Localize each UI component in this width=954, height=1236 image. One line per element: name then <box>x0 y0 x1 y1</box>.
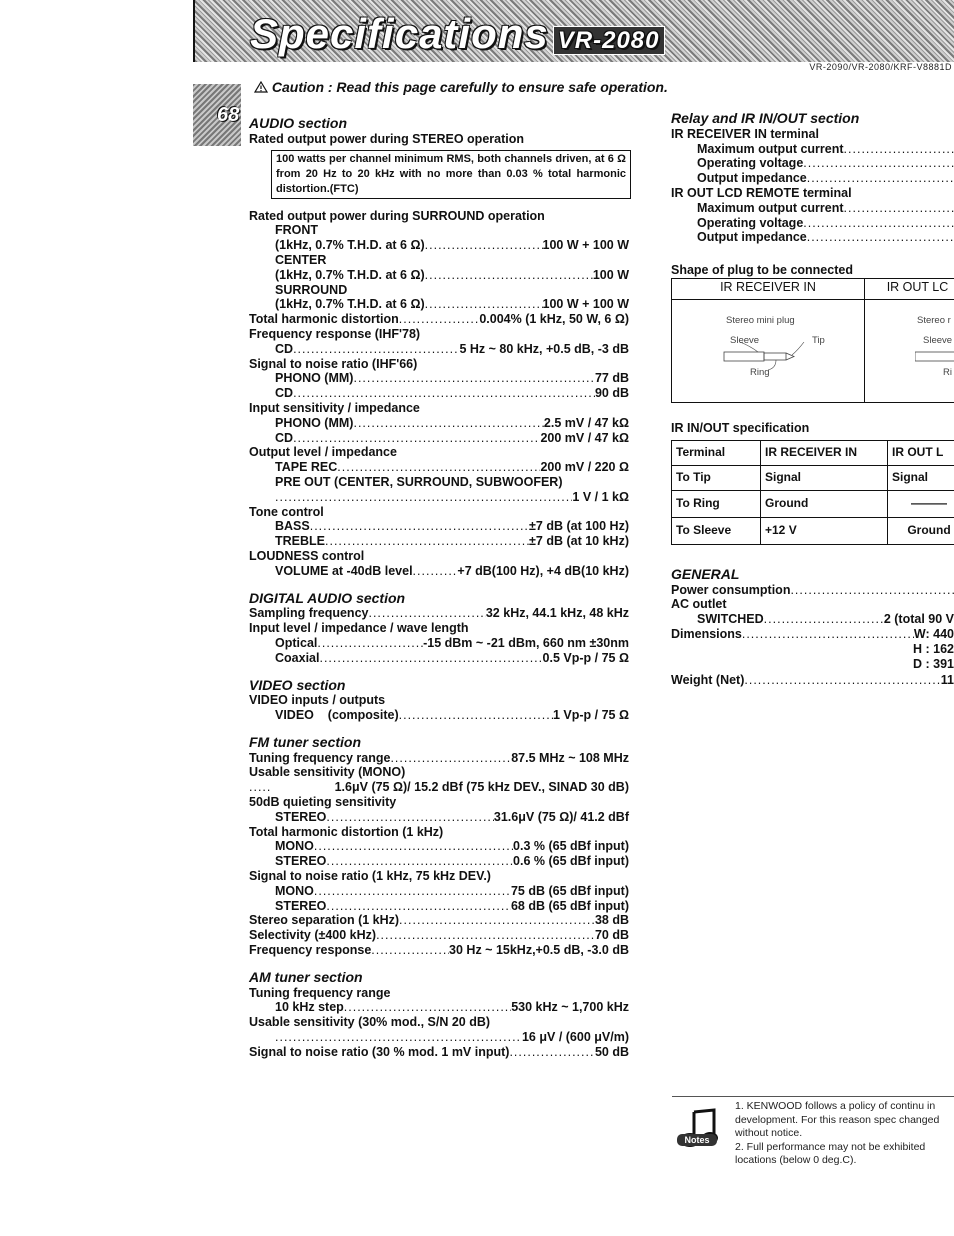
leader-dots <box>371 943 449 958</box>
leader-dots <box>742 627 914 642</box>
leader-dots <box>326 899 511 914</box>
notes-divider <box>672 1096 954 1097</box>
leader-dots <box>275 1030 522 1045</box>
stereo-plug-icon <box>720 342 820 372</box>
table-cell: Ground <box>888 517 954 544</box>
ir-in-label: IR RECEIVER IN terminal <box>671 126 819 141</box>
spec-value: 50 dB <box>594 1044 629 1059</box>
digital-heading: DIGITAL AUDIO section <box>249 589 406 606</box>
spec-row <box>671 156 954 171</box>
surround-label: Rated output power during SURROUND operation <box>249 208 545 223</box>
spec-label: STEREO <box>275 898 327 913</box>
note-2: 2. Full performance may not be exhibited locations (below 0 deg.C). <box>735 1140 926 1166</box>
leader-dots <box>764 612 884 627</box>
spec-label: CD <box>275 386 294 401</box>
ring-label2: Ri <box>943 366 952 378</box>
plug-label: Shape of plug to be connected <box>671 263 853 278</box>
spec-row <box>249 943 629 958</box>
spec-label: TAPE REC <box>275 460 338 475</box>
right-column <box>671 111 954 688</box>
relay-heading: Relay and IR IN/OUT section <box>671 111 860 126</box>
spec-label: (1kHz, 0.7% T.H.D. at 6 Ω) <box>275 238 425 253</box>
spec-row <box>249 751 629 766</box>
leader-dots <box>790 583 954 598</box>
stereo-box: 100 watts per channel minimum RMS, both channels driven, at 6 Ω from 20 Hz to 20 kHz with no more than 0.03 % total harmonic distortion.(FTC) <box>271 150 631 199</box>
spec-label: Maximum output current <box>697 200 844 215</box>
sleeve-label: Sleeve <box>730 334 760 346</box>
leader-dots <box>368 606 485 621</box>
spec-value: 0.5 Vp-p / 75 Ω <box>542 650 629 665</box>
dim-d: D : 391 <box>913 656 954 671</box>
spec-value: 30 Hz ~ 15kHz,+0.5 dB, -3.0 dB <box>449 943 629 958</box>
spec-value: ±7 dB (at 10 kHz) <box>529 534 629 549</box>
leader-dots <box>376 928 595 943</box>
leader-dots <box>425 297 543 312</box>
video-io-label: VIDEO inputs / outputs <box>249 693 386 708</box>
note-1: 1. KENWOOD follows a policy of continu in development. For this reason spec changed without notice. <box>735 1100 940 1139</box>
spec-row <box>249 564 629 579</box>
spec-value: 200 mV / 47 kΩ <box>540 430 629 445</box>
leader-dots <box>807 171 954 186</box>
spec-row <box>249 854 629 869</box>
model-line: VR-2090/VR-2080/KRF-V8881D <box>809 62 952 72</box>
leader-dots <box>317 636 423 651</box>
plug-diagram-in <box>672 299 865 402</box>
leader-dots <box>337 460 540 475</box>
loudness-label: LOUDNESS control <box>249 548 365 563</box>
spec-row <box>671 201 954 216</box>
am-tuning-label: Tuning frequency range <box>249 985 391 1000</box>
spec-row <box>249 519 629 534</box>
plug-col1: IR RECEIVER IN <box>672 278 865 299</box>
quieting-label: 50dB quieting sensitivity <box>249 795 397 810</box>
tip-label: Tip <box>812 334 825 346</box>
leader-dots <box>319 651 542 666</box>
spec-row <box>249 708 629 723</box>
fm-heading: FM tuner section <box>249 733 362 750</box>
spec-value: ±7 dB (at 100 Hz) <box>529 519 629 534</box>
spec-row <box>249 431 629 446</box>
leader-dots <box>353 371 594 386</box>
table-row <box>672 490 954 517</box>
spec-value: 0.004% (1 kHz, 50 W, 6 Ω) <box>479 312 629 327</box>
spec-label: STEREO <box>275 854 327 869</box>
notes-text <box>735 1100 954 1168</box>
leader-dots <box>293 386 595 401</box>
spec-value: 0.6 % (65 dBf input) <box>513 854 629 869</box>
spec-table-label: IR IN/OUT specification <box>671 420 810 435</box>
spec-label: PHONO (MM) <box>275 371 354 386</box>
am-heading: AM tuner section <box>249 968 363 985</box>
spec-value: 90 dB <box>594 386 629 401</box>
spec-label: Selectivity (±400 kHz) <box>249 928 377 943</box>
spec-row <box>249 839 629 854</box>
spec-label: Optical <box>275 635 318 650</box>
center-label: CENTER <box>275 252 327 267</box>
spec-value: 38 dB <box>594 913 629 928</box>
leader-dots <box>344 1000 511 1015</box>
table-cell: Terminal <box>672 440 761 465</box>
caution-note <box>254 79 668 95</box>
table-row <box>672 517 954 544</box>
spec-row <box>249 651 629 666</box>
spec-value: 70 dB <box>594 928 629 943</box>
spec-value: +7 dB(100 Hz), +4 dB(10 kHz) <box>457 563 629 578</box>
spec-row <box>249 297 629 312</box>
table-cell: ——— <box>888 490 954 517</box>
front-label: FRONT <box>275 223 319 238</box>
spec-value: 5 Hz ~ 80 kHz, +0.5 dB, -3 dB <box>459 341 629 356</box>
leader-dots <box>425 238 543 253</box>
spec-value: 530 kHz ~ 1,700 kHz <box>511 1000 629 1015</box>
spec-label: Dimensions <box>671 626 742 641</box>
table-row <box>672 465 954 490</box>
leader-dots <box>326 810 494 825</box>
spec-value: 2 (total 90 V <box>883 612 954 627</box>
table-cell: To Tip <box>672 465 761 490</box>
spec-label: CD <box>275 430 294 445</box>
spec-row <box>249 1045 629 1060</box>
spec-label: BASS <box>275 519 310 534</box>
freq-label: Frequency response (IHF'78) <box>249 326 421 341</box>
leader-dots <box>314 839 513 854</box>
plug-table <box>671 278 954 403</box>
pre-out-label: PRE OUT (CENTER, SURROUND, SUBWOOFER) <box>275 474 563 489</box>
fm-snr-label: Signal to noise ratio (1 kHz, 75 kHz DEV.) <box>249 869 491 884</box>
table-cell: Ground <box>761 490 888 517</box>
spec-label: Maximum output current <box>697 141 844 156</box>
ac-outlet-label: AC outlet <box>671 597 727 612</box>
spec-value: 16 μV / (600 μV/m) <box>521 1030 629 1045</box>
spec-label: Coaxial <box>275 650 320 665</box>
spec-label: MONO <box>275 839 314 854</box>
ir-spec-table <box>671 440 954 545</box>
fm-thd-label: Total harmonic distortion (1 kHz) <box>249 824 444 839</box>
spec-value: 87.5 MHz ~ 108 MHz <box>511 750 629 765</box>
plug-col2: IR OUT LC <box>865 278 954 299</box>
spec-row <box>249 268 629 283</box>
spec-row <box>249 899 629 914</box>
fm-usable-label: Usable sensitivity (MONO) <box>249 765 406 780</box>
spec-row <box>671 612 954 627</box>
spec-row <box>671 216 954 231</box>
spec-label: (1kHz, 0.7% T.H.D. at 6 Ω) <box>275 297 425 312</box>
leader-dots <box>249 780 271 795</box>
spec-label: Operating voltage <box>697 215 804 230</box>
spec-row <box>249 1000 629 1015</box>
spec-value: 11 <box>940 673 954 688</box>
plug-type2: Stereo r <box>917 314 951 326</box>
surround-ch-label: SURROUND <box>275 282 348 297</box>
leader-dots <box>325 534 529 549</box>
leader-dots <box>413 564 458 579</box>
spec-row <box>249 312 629 327</box>
leader-dots <box>293 431 540 446</box>
spec-label: Operating voltage <box>697 156 804 171</box>
warning-icon <box>254 81 268 93</box>
spec-label: Stereo separation (1 kHz) <box>249 913 400 928</box>
leader-dots <box>399 913 595 928</box>
digital-input-label: Input level / impedance / wave length <box>249 621 469 636</box>
spec-value: 32 kHz, 44.1 kHz, 48 kHz <box>485 606 629 621</box>
spec-row <box>249 913 629 928</box>
spec-value: 0.3 % (65 dBf input) <box>513 839 629 854</box>
leader-dots <box>509 1045 595 1060</box>
leader-dots <box>293 342 459 357</box>
spec-label: Tuning frequency range <box>249 750 391 765</box>
spec-row <box>249 810 629 825</box>
spec-row <box>671 230 954 245</box>
spec-row <box>249 884 629 899</box>
table-cell: IR RECEIVER IN <box>761 440 888 465</box>
leader-dots <box>326 854 513 869</box>
spec-value: 77 dB <box>594 371 629 386</box>
am-usable-label: Usable sensitivity (30% mod., S/N 20 dB) <box>249 1015 491 1030</box>
spec-label: SWITCHED <box>697 612 764 627</box>
spec-row <box>249 1030 629 1045</box>
spec-label: (1kHz, 0.7% T.H.D. at 6 Ω) <box>275 267 425 282</box>
leader-dots <box>399 708 553 723</box>
tone-label: Tone control <box>249 504 324 519</box>
spec-label: 10 kHz step <box>275 1000 344 1015</box>
output-label: Output level / impedance <box>249 445 397 460</box>
spec-label: TREBLE <box>275 534 325 549</box>
spec-row <box>249 636 629 651</box>
table-cell: Signal <box>761 465 888 490</box>
spec-label: MONO <box>275 883 314 898</box>
spec-value: W: 440 <box>913 626 954 641</box>
spec-label: Sampling frequency <box>249 606 369 621</box>
spec-value: 100 W + 100 W <box>542 297 629 312</box>
spec-row <box>249 780 629 795</box>
leader-dots <box>744 673 940 688</box>
spec-value: 1 V / 1 kΩ <box>572 489 629 504</box>
spec-row <box>671 627 954 642</box>
spec-label: Output impedance <box>697 230 807 245</box>
stereo-label: Rated output power during STEREO operation <box>249 131 524 146</box>
ring-label: Ring <box>750 366 770 378</box>
leader-dots <box>844 201 954 216</box>
spec-row <box>249 460 629 475</box>
title-text: Specifications <box>250 10 549 57</box>
leader-dots <box>803 216 954 231</box>
left-column <box>249 116 629 1060</box>
plug-type: Stereo mini plug <box>726 314 795 326</box>
table-cell: +12 V <box>761 517 888 544</box>
leader-dots <box>314 884 511 899</box>
plug-diagram-out <box>865 299 954 402</box>
spec-value: 100 W <box>592 267 629 282</box>
spec-value: 75 dB (65 dBf input) <box>510 883 629 898</box>
ir-out-label: IR OUT LCD REMOTE terminal <box>671 185 852 200</box>
spec-row <box>249 371 629 386</box>
spec-row <box>671 673 954 688</box>
spec-label: Signal to noise ratio (30 % mod. 1 mV input) <box>249 1044 510 1059</box>
spec-row <box>671 171 954 186</box>
sleeve-label2: Sleeve <box>923 334 953 346</box>
spec-row <box>671 583 954 598</box>
spec-label: VOLUME at -40dB level <box>275 563 413 578</box>
spec-value: 1 Vp-p / 75 Ω <box>552 708 629 723</box>
spec-row <box>249 928 629 943</box>
table-cell: IR OUT L <box>888 440 954 465</box>
spec-label: PHONO (MM) <box>275 415 354 430</box>
spec-row <box>249 490 629 505</box>
leader-dots <box>390 751 511 766</box>
leader-dots <box>803 156 954 171</box>
spec-label: STEREO <box>275 809 327 824</box>
leader-dots <box>807 230 954 245</box>
spec-label: VIDEO (composite) <box>275 708 399 723</box>
spec-value: 100 W + 100 W <box>542 238 629 253</box>
spec-row <box>249 534 629 549</box>
spec-label: CD <box>275 341 294 356</box>
table-cell: To Sleeve <box>672 517 761 544</box>
table-cell: To Ring <box>672 490 761 517</box>
spec-value: -15 dBm ~ -21 dBm, 660 nm ±30nm <box>423 635 629 650</box>
leader-dots <box>275 490 572 505</box>
leader-dots <box>425 268 593 283</box>
spec-value: 31.6μV (75 Ω)/ 41.2 dBf <box>493 809 629 824</box>
spec-label: Frequency response <box>249 943 372 958</box>
spec-row <box>249 416 629 431</box>
model-badge: VR-2080 <box>553 26 665 55</box>
input-label: Input sensitivity / impedance <box>249 400 420 415</box>
spec-label: Weight (Net) <box>671 673 745 688</box>
spec-label: Output impedance <box>697 171 807 186</box>
stereo-plug-icon <box>915 350 954 370</box>
table-row <box>672 440 954 465</box>
spec-row <box>671 142 954 157</box>
spec-value: 1.6μV (75 Ω)/ 15.2 dBf (75 kHz DEV., SINAD 30 dB) <box>334 780 629 795</box>
snr-label: Signal to noise ratio (IHF'66) <box>249 356 418 371</box>
dim-h: H : 162 <box>913 641 954 656</box>
svg-text:Notes: Notes <box>684 1135 710 1145</box>
spec-label: Power consumption <box>671 582 791 597</box>
page-title <box>250 10 665 58</box>
general-heading: GENERAL <box>671 565 740 582</box>
video-heading: VIDEO section <box>249 676 346 693</box>
spec-row <box>249 386 629 401</box>
spec-row <box>249 238 629 253</box>
spec-row <box>249 606 629 621</box>
leader-dots <box>310 519 529 534</box>
audio-heading: AUDIO section <box>249 115 348 131</box>
leader-dots <box>399 312 480 327</box>
spec-row <box>249 342 629 357</box>
leader-dots <box>844 142 954 157</box>
spec-value: 68 dB (65 dBf input) <box>510 898 629 913</box>
table-cell: Signal <box>888 465 954 490</box>
spec-value: 200 mV / 220 Ω <box>540 460 629 475</box>
notes-icon <box>676 1108 720 1152</box>
spec-value: 2.5 mV / 47 kΩ <box>543 415 629 430</box>
leader-dots <box>353 416 543 431</box>
caution-text: Caution : Read this page carefully to ensure safe operation. <box>271 79 668 95</box>
page-number: 68 <box>217 104 240 126</box>
spec-label: Total harmonic distortion <box>249 312 399 327</box>
